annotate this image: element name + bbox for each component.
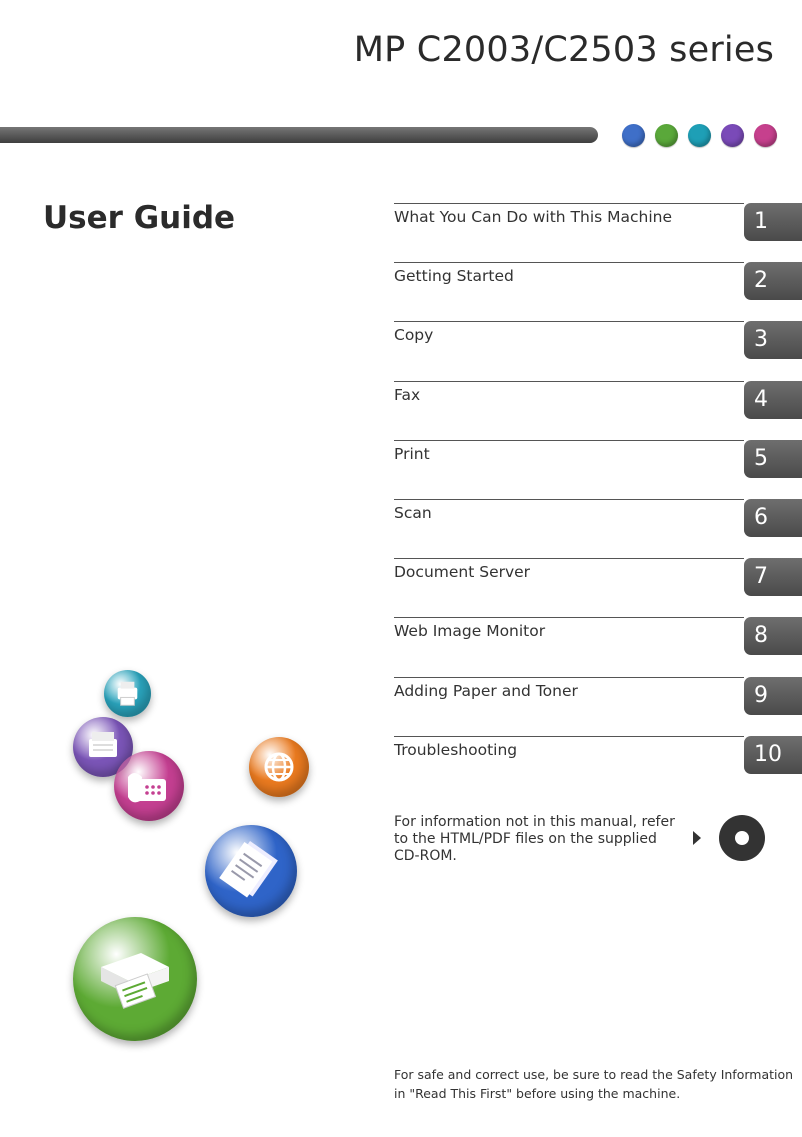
globe-icon [249, 737, 309, 797]
fax-icon [114, 751, 184, 821]
info-note: For information not in this manual, refer to the HTML/PDF files on the supplied CD-ROM. [394, 814, 675, 864]
toc-label[interactable]: Web Image Monitor [394, 622, 546, 641]
toc-divider [394, 440, 744, 441]
toc-label[interactable]: Document Server [394, 563, 531, 582]
toc-label[interactable]: Copy [394, 326, 434, 345]
magenta-dot [754, 124, 777, 147]
toc-label[interactable]: Adding Paper and Toner [394, 681, 578, 700]
blue-dot [622, 124, 645, 147]
toc-label[interactable]: Troubleshooting [394, 740, 518, 759]
chapter-tab[interactable]: 5 [744, 440, 802, 478]
toc-divider [394, 203, 744, 204]
chapter-tab[interactable]: 4 [744, 381, 802, 419]
toc-label[interactable]: Fax [394, 385, 421, 404]
toc-label[interactable]: What You Can Do with This Machine [394, 208, 673, 226]
toc-divider [394, 499, 744, 500]
chapter-tab[interactable]: 1 [744, 203, 802, 241]
table-of-contents [394, 203, 802, 795]
scanner-icon [73, 917, 197, 1041]
header-bar [0, 127, 598, 143]
toc-divider [394, 736, 744, 737]
toc-divider [394, 617, 744, 618]
printer-icon [104, 670, 151, 717]
toc-item[interactable] [394, 321, 802, 380]
toc-divider [394, 558, 744, 559]
toc-label[interactable]: Scan [394, 503, 432, 522]
document-title: User Guide [43, 200, 236, 236]
toc-item[interactable] [394, 203, 802, 262]
chapter-tab[interactable]: 9 [744, 677, 802, 715]
green-dot [655, 124, 678, 147]
toc-item[interactable] [394, 262, 802, 321]
arrow-right-icon [693, 831, 701, 845]
toc-label[interactable]: Print [394, 444, 430, 463]
toc-item[interactable] [394, 499, 802, 558]
toc-item[interactable] [394, 617, 802, 676]
safety-note: For safe and correct use, be sure to read the Safety Information in "Read This First" before using the machine. [394, 1067, 794, 1101]
chapter-tab[interactable]: 7 [744, 558, 802, 596]
toc-item[interactable] [394, 440, 802, 499]
chapter-tab[interactable]: 3 [744, 321, 802, 359]
document-icon [205, 825, 297, 917]
chapter-tab[interactable]: 6 [744, 499, 802, 537]
cd-rom-icon [719, 815, 765, 861]
toc-item[interactable] [394, 677, 802, 736]
toc-divider [394, 262, 744, 263]
chapter-tab[interactable]: 2 [744, 262, 802, 300]
chapter-tab[interactable]: 8 [744, 617, 802, 655]
series-title: MP C2003/C2503 series [353, 30, 774, 70]
purple-dot [721, 124, 744, 147]
toc-item[interactable] [394, 736, 802, 795]
toc-divider [394, 321, 744, 322]
color-dots [622, 124, 777, 147]
chapter-tab[interactable]: 10 [744, 736, 802, 774]
toc-item[interactable] [394, 558, 802, 617]
toc-divider [394, 381, 744, 382]
toc-item[interactable] [394, 381, 802, 440]
teal-dot [688, 124, 711, 147]
toc-label[interactable]: Getting Started [394, 267, 514, 286]
toc-divider [394, 677, 744, 678]
